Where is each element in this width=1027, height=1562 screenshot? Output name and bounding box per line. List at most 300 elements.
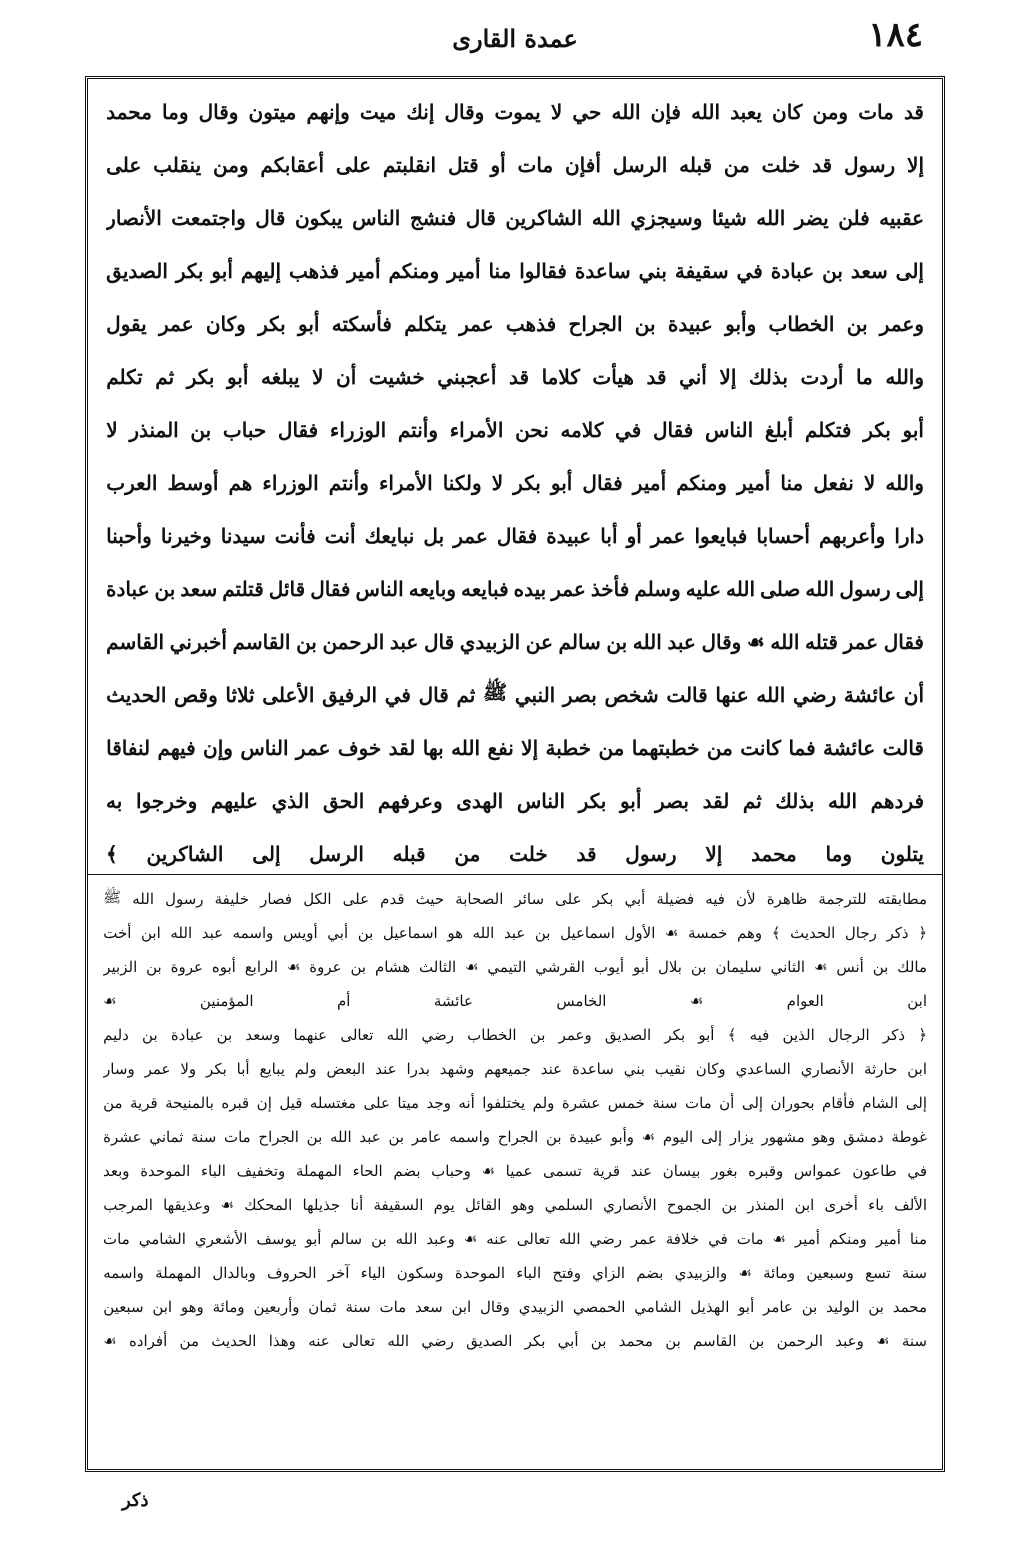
text-word: بل: [423, 523, 445, 548]
text-word: وقال: [701, 629, 742, 654]
text-word: قائل: [268, 576, 306, 601]
text-word: عبيدة: [667, 311, 713, 336]
text-word: لقد: [702, 788, 730, 813]
text-word: ينقلب: [153, 152, 202, 177]
text-word: بن: [357, 924, 374, 942]
text-word: ☙: [772, 1230, 786, 1248]
text-word: للترجمة: [818, 890, 867, 908]
text-word: خطبة: [545, 735, 592, 760]
text-word: قتلتم: [222, 576, 264, 601]
text-word: بن: [872, 958, 889, 976]
text-word: النبي: [514, 682, 556, 707]
text-word: قال: [465, 205, 496, 230]
text-word: وعمر: [879, 311, 924, 336]
text-word: ابن: [907, 1060, 927, 1078]
text-word: بن: [822, 258, 843, 283]
text-word: بكر: [513, 470, 541, 495]
text-word: الوليد: [826, 1298, 860, 1316]
text-word: لا: [312, 364, 324, 389]
text-word: من: [706, 735, 733, 760]
text-word: بن: [846, 311, 868, 336]
text-word: سعد: [414, 1298, 443, 1316]
text-word: فما: [788, 735, 816, 760]
text-word: العوام: [786, 992, 824, 1010]
text-word: المنذر: [129, 417, 179, 442]
text-word: وسكون: [396, 1264, 444, 1282]
text-word: الرابع: [244, 958, 279, 976]
text-word: مات: [103, 1230, 130, 1248]
text-word: ومائة: [212, 1298, 245, 1316]
text-word: على: [342, 890, 370, 908]
text-word: الشاكرين: [505, 205, 583, 230]
text-word: وما: [162, 99, 189, 124]
text-word: أمير: [347, 258, 381, 283]
text-word: لقد: [388, 735, 416, 760]
text-word: أبي: [624, 890, 646, 908]
text-word: ومائة: [763, 1264, 796, 1282]
text-word: هشام: [375, 958, 411, 976]
text-word: نفع: [487, 735, 514, 760]
text-word: العرب: [106, 470, 158, 495]
text-word: انقلبتم: [382, 152, 437, 177]
text-word: سالم: [330, 1230, 363, 1248]
text-word: ذكر: [886, 924, 909, 942]
text-word: ثم: [456, 682, 476, 707]
text-word: سبعين: [103, 1298, 144, 1316]
text-word: الله: [828, 788, 858, 813]
text-word: وشهد: [439, 1060, 475, 1078]
text-word: لا: [863, 470, 876, 495]
text-word: الشامي: [634, 1298, 682, 1316]
text-word: ما: [855, 364, 873, 389]
text-word: ولم: [294, 1060, 317, 1078]
text-word: قال: [255, 205, 286, 230]
text-word: فيه: [749, 1026, 770, 1044]
text-word: عروة: [309, 958, 342, 976]
text-word: الثاني: [770, 958, 806, 976]
text-word: الله: [472, 924, 495, 942]
text-word: وأنتم: [328, 470, 369, 495]
text-word: حي: [572, 99, 602, 124]
text-word: الرسل: [309, 841, 364, 866]
text-word: ﴾: [771, 924, 781, 942]
text-word: الجراح: [568, 311, 623, 336]
main-text-line: [106, 668, 924, 721]
text-word: بن: [350, 958, 367, 976]
text-word: بكر: [664, 1026, 686, 1044]
text-word: قال: [423, 629, 455, 654]
text-word: رجال: [844, 924, 877, 942]
text-word: غوطة: [891, 1128, 927, 1146]
text-word: عليه: [685, 576, 722, 601]
text-word: الحديث: [790, 924, 836, 942]
text-word: قالت: [882, 735, 924, 760]
text-word: فأخذ: [590, 576, 630, 601]
main-text-line: [106, 403, 924, 456]
text-word: وحباب: [431, 1162, 471, 1180]
text-word: سنة: [901, 1264, 927, 1282]
text-word: فقال: [883, 629, 924, 654]
text-word: وقبره: [748, 1162, 784, 1180]
text-word: أني: [679, 364, 707, 389]
text-word: وفتح: [552, 1264, 581, 1282]
text-word: رضي: [421, 1332, 454, 1350]
text-word: الحمصي: [572, 1298, 626, 1316]
commentary-line: [103, 882, 927, 916]
text-word: الأمراء: [378, 470, 433, 495]
text-word: الوزراء: [262, 470, 319, 495]
text-word: القاسم: [693, 1332, 737, 1350]
text-word: الصديق: [604, 1026, 652, 1044]
text-word: واجتمعت: [171, 205, 246, 230]
text-word: وإن: [203, 735, 233, 760]
text-word: أفإن: [564, 152, 601, 177]
text-word: الجراح: [497, 1128, 539, 1146]
text-word: بدرا: [406, 1060, 430, 1078]
text-word: الله: [170, 924, 193, 942]
text-word: وأنتم: [397, 417, 439, 442]
text-word: الله: [805, 576, 835, 601]
text-word: عمر: [159, 311, 194, 336]
text-word: أمير: [632, 470, 667, 495]
text-word: وقال: [198, 99, 239, 124]
text-word: أو: [490, 152, 506, 177]
text-word: بن: [534, 924, 551, 942]
text-word: دمشق: [843, 1128, 884, 1146]
text-word: ميتون: [248, 99, 297, 124]
text-word: بن: [634, 311, 656, 336]
text-word: باء: [868, 1196, 884, 1214]
text-word: عائشة: [433, 992, 473, 1010]
text-word: إلى: [700, 1128, 723, 1146]
text-word: بضم: [393, 1162, 421, 1180]
text-word: أيوب: [593, 958, 625, 976]
text-word: بكر: [524, 1332, 546, 1350]
text-word: ﴾: [727, 1026, 737, 1044]
text-word: أبو: [298, 311, 320, 336]
main-text-line: [106, 297, 924, 350]
text-word: الرفيق: [322, 682, 378, 707]
text-word: يزار: [729, 1128, 754, 1146]
text-word: هيأت: [592, 364, 634, 389]
text-word: الزبيدي: [518, 1298, 565, 1316]
text-word: الله: [386, 1026, 409, 1044]
text-word: قد: [508, 364, 530, 389]
text-word: الذين: [782, 1026, 815, 1044]
text-word: من: [598, 735, 625, 760]
text-word: الله: [451, 735, 481, 760]
text-word: من: [454, 841, 481, 866]
text-word: ابن: [152, 1298, 173, 1316]
text-word: الناس: [704, 417, 754, 442]
text-word: الزاي: [592, 1264, 626, 1282]
text-word: وخيرنا: [160, 523, 212, 548]
text-word: فيهم: [157, 735, 196, 760]
text-word: وهم: [736, 924, 763, 942]
text-word: أبو: [550, 470, 573, 495]
text-word: سعد: [850, 258, 888, 283]
text-word: سنة: [191, 1128, 217, 1146]
text-word: أعقابكم: [260, 152, 325, 177]
text-word: عمر: [650, 523, 686, 548]
text-word: الخطاب: [467, 1026, 517, 1044]
text-word: اسماعيل: [560, 924, 615, 942]
text-word: بن: [371, 1230, 387, 1248]
text-word: قالت: [666, 682, 708, 707]
text-word: ذكر: [882, 1026, 906, 1044]
running-title: عمدة القارى: [452, 24, 578, 53]
text-word: ☙: [664, 924, 679, 942]
text-word: أبي: [557, 1332, 579, 1350]
text-word: فبايعوا: [694, 523, 748, 548]
text-word: قدم: [380, 890, 405, 908]
text-word: عامر: [763, 1298, 793, 1316]
text-word: عمواس: [793, 1162, 842, 1180]
text-word: وسبعين: [806, 1264, 854, 1282]
commentary-line: [103, 950, 927, 984]
text-word: يختلفوا: [482, 1094, 526, 1112]
text-word: الأول: [624, 924, 656, 942]
text-word: على: [106, 152, 142, 177]
text-word: وهو: [511, 1196, 535, 1214]
text-word: وعبد: [835, 1332, 864, 1350]
commentary-line: [103, 1120, 927, 1154]
main-text-line: [106, 774, 924, 827]
text-word: المؤمنين: [199, 992, 254, 1010]
text-word: في: [907, 1162, 927, 1180]
text-word: نقيب: [654, 1060, 686, 1078]
main-text-line: [106, 138, 924, 191]
text-word: الشاكرين: [146, 841, 224, 866]
text-word: آخر: [327, 1264, 350, 1282]
text-word: واسمه: [103, 1264, 144, 1282]
text-word: أفراده: [128, 1332, 168, 1350]
main-text-line: [106, 615, 924, 668]
text-word: وسيجزي: [630, 205, 703, 230]
text-word: الرسل: [612, 152, 668, 177]
text-word: على: [555, 890, 582, 908]
text-word: وتخفيف: [236, 1162, 286, 1180]
text-word: خمسة: [688, 924, 728, 942]
text-word: إن: [256, 1094, 272, 1112]
text-word: قد: [903, 99, 924, 124]
main-hadith-text: [106, 85, 924, 880]
text-word: عبد: [201, 924, 224, 942]
text-word: بني: [623, 1060, 645, 1078]
main-text-line: [106, 191, 924, 244]
text-word: خطبتهما: [631, 735, 700, 760]
text-word: بن: [690, 958, 707, 976]
text-word: الزبير: [103, 958, 138, 976]
text-word: عمر: [144, 1060, 171, 1078]
text-word: والله: [885, 364, 924, 389]
text-word: ابن: [794, 1196, 815, 1214]
text-word: الكل: [303, 890, 332, 908]
text-word: فنشج: [409, 205, 457, 230]
text-word: وعمر: [558, 1026, 592, 1044]
text-word: أبلغ: [764, 417, 794, 442]
text-word: رضي: [421, 1026, 454, 1044]
text-word: بن: [748, 1332, 765, 1350]
text-word: الناس: [516, 788, 566, 813]
text-word: أخت: [103, 924, 132, 942]
text-word: سائر: [514, 890, 545, 908]
text-word: بصر: [562, 682, 597, 707]
text-word: عمر: [551, 576, 586, 601]
text-word: ﴿: [918, 924, 927, 942]
text-word: سليمان: [715, 958, 762, 976]
text-word: ☙: [689, 992, 704, 1010]
text-word: تسع: [865, 1264, 891, 1282]
text-word: بصر: [655, 788, 689, 813]
text-word: فقال: [310, 576, 351, 601]
text-word: فتكلم: [804, 417, 852, 442]
text-word: فقال: [652, 417, 694, 442]
text-word: تعالى: [340, 1026, 374, 1044]
text-word: الأمراء: [449, 417, 504, 442]
text-word: أخرى: [824, 1196, 858, 1214]
text-word: صلى: [760, 576, 801, 601]
main-text-line: [106, 350, 924, 403]
text-word: بغور: [711, 1162, 738, 1180]
text-word: مات: [858, 99, 894, 124]
text-word: يوم: [433, 1196, 455, 1214]
text-word: يبايع: [259, 1060, 285, 1078]
text-word: بن: [868, 1298, 884, 1316]
text-word: الذي: [271, 788, 310, 813]
text-word: أوسط: [167, 470, 219, 495]
text-word: شيئا: [711, 205, 747, 230]
text-word: وبايعه: [408, 576, 456, 601]
text-word: ابن: [451, 1298, 472, 1316]
text-word: بكر: [186, 364, 215, 389]
text-word: أبو: [902, 417, 924, 442]
text-word: هو: [447, 924, 463, 942]
text-word: قبره: [221, 1094, 250, 1112]
text-word: عن: [525, 629, 553, 654]
commentary-line: [103, 1222, 927, 1256]
text-word: لأن: [736, 890, 756, 908]
text-word: لا: [491, 470, 504, 495]
text-word: عبيدة: [546, 523, 592, 548]
text-word: أنس: [836, 958, 864, 976]
text-word: الله: [387, 1332, 410, 1350]
text-word: أنه: [458, 1094, 475, 1112]
text-word: المحكك: [244, 1196, 293, 1214]
text-word: بن: [721, 1196, 738, 1214]
text-word: بيده: [513, 576, 547, 601]
text-word: عند: [375, 1060, 397, 1078]
text-word: الجراح: [258, 1128, 299, 1146]
text-word: بن: [190, 417, 212, 442]
text-word: ابن: [907, 992, 927, 1010]
text-word: أبو: [632, 958, 650, 976]
text-word: بن: [801, 1298, 818, 1316]
text-word: خليفة: [214, 890, 250, 908]
text-word: بن: [146, 958, 162, 976]
commentary-line: [103, 1290, 927, 1324]
text-word: المنذر: [747, 1196, 785, 1214]
text-word: دارا: [894, 523, 924, 548]
text-word: بن: [216, 1026, 233, 1044]
text-word: من: [103, 1094, 123, 1112]
text-word: المرجب: [103, 1196, 153, 1214]
text-word: منا: [780, 470, 804, 495]
text-word: وبعد: [103, 1162, 130, 1180]
text-word: ☙: [813, 958, 828, 976]
text-word: إلا: [719, 364, 737, 389]
text-word: عنهما: [293, 1026, 328, 1044]
commentary-line: [103, 1324, 927, 1358]
text-word: بن: [306, 1128, 323, 1146]
text-word: اليوم: [662, 1128, 694, 1146]
text-word: الصديق: [106, 258, 168, 283]
text-word: مالك: [897, 958, 927, 976]
text-word: الله: [691, 99, 721, 124]
text-word: به: [106, 788, 123, 813]
text-word: بن: [545, 1128, 562, 1146]
text-word: عشرة: [103, 1128, 142, 1146]
text-word: ☙: [463, 1230, 478, 1248]
text-word: تعالى: [341, 1332, 376, 1350]
text-word: الأنصار: [106, 205, 162, 230]
page-header: [85, 8, 945, 78]
text-word: ثماني: [149, 1128, 184, 1146]
text-word: جذيلها: [302, 1196, 341, 1214]
text-word: خلت: [509, 841, 548, 866]
text-word: ثم: [155, 364, 175, 389]
text-word: قد: [812, 152, 833, 177]
text-word: أمير: [875, 1230, 901, 1248]
text-word: الشامي: [138, 1230, 186, 1248]
text-word: وخرجوا: [135, 788, 198, 813]
text-word: في: [615, 417, 642, 442]
text-word: ومنكم: [388, 258, 440, 283]
text-word: الوزراء: [329, 417, 387, 442]
text-word: ومن: [212, 152, 249, 177]
text-word: رضي: [792, 682, 837, 707]
text-word: فقالوا: [519, 258, 567, 283]
text-word: فقال: [582, 470, 623, 495]
text-word: قرية: [129, 1094, 158, 1112]
text-word: سنة: [345, 1298, 371, 1316]
text-word: خشيت: [368, 364, 425, 389]
text-word: وسعد: [245, 1026, 281, 1044]
text-word: عبد: [359, 1128, 381, 1146]
text-word: يضر: [794, 205, 829, 230]
page-number: ١٨٤: [868, 15, 923, 55]
text-word: منا: [909, 1230, 927, 1248]
text-word: وما: [825, 841, 852, 866]
main-text-line: [106, 721, 924, 774]
text-word: اسماعيل: [382, 924, 438, 942]
text-word: بني: [638, 258, 667, 283]
text-word: خمس: [607, 1094, 645, 1112]
text-word: بن: [529, 1026, 546, 1044]
text-word: عبادة: [106, 576, 150, 601]
text-word: فيه: [705, 890, 725, 908]
text-word: بن: [142, 1026, 158, 1044]
text-word: فصار: [260, 890, 293, 908]
text-word: أمير: [794, 1230, 820, 1248]
text-word: لنفاقا: [106, 735, 151, 760]
text-word: ساعدة: [572, 1060, 614, 1078]
text-word: المهملة: [155, 1264, 202, 1282]
text-word: مطابقته: [877, 890, 927, 908]
text-word: وعرفهم: [377, 788, 443, 813]
main-text-line: [106, 509, 924, 562]
text-word: فقال: [496, 523, 538, 548]
